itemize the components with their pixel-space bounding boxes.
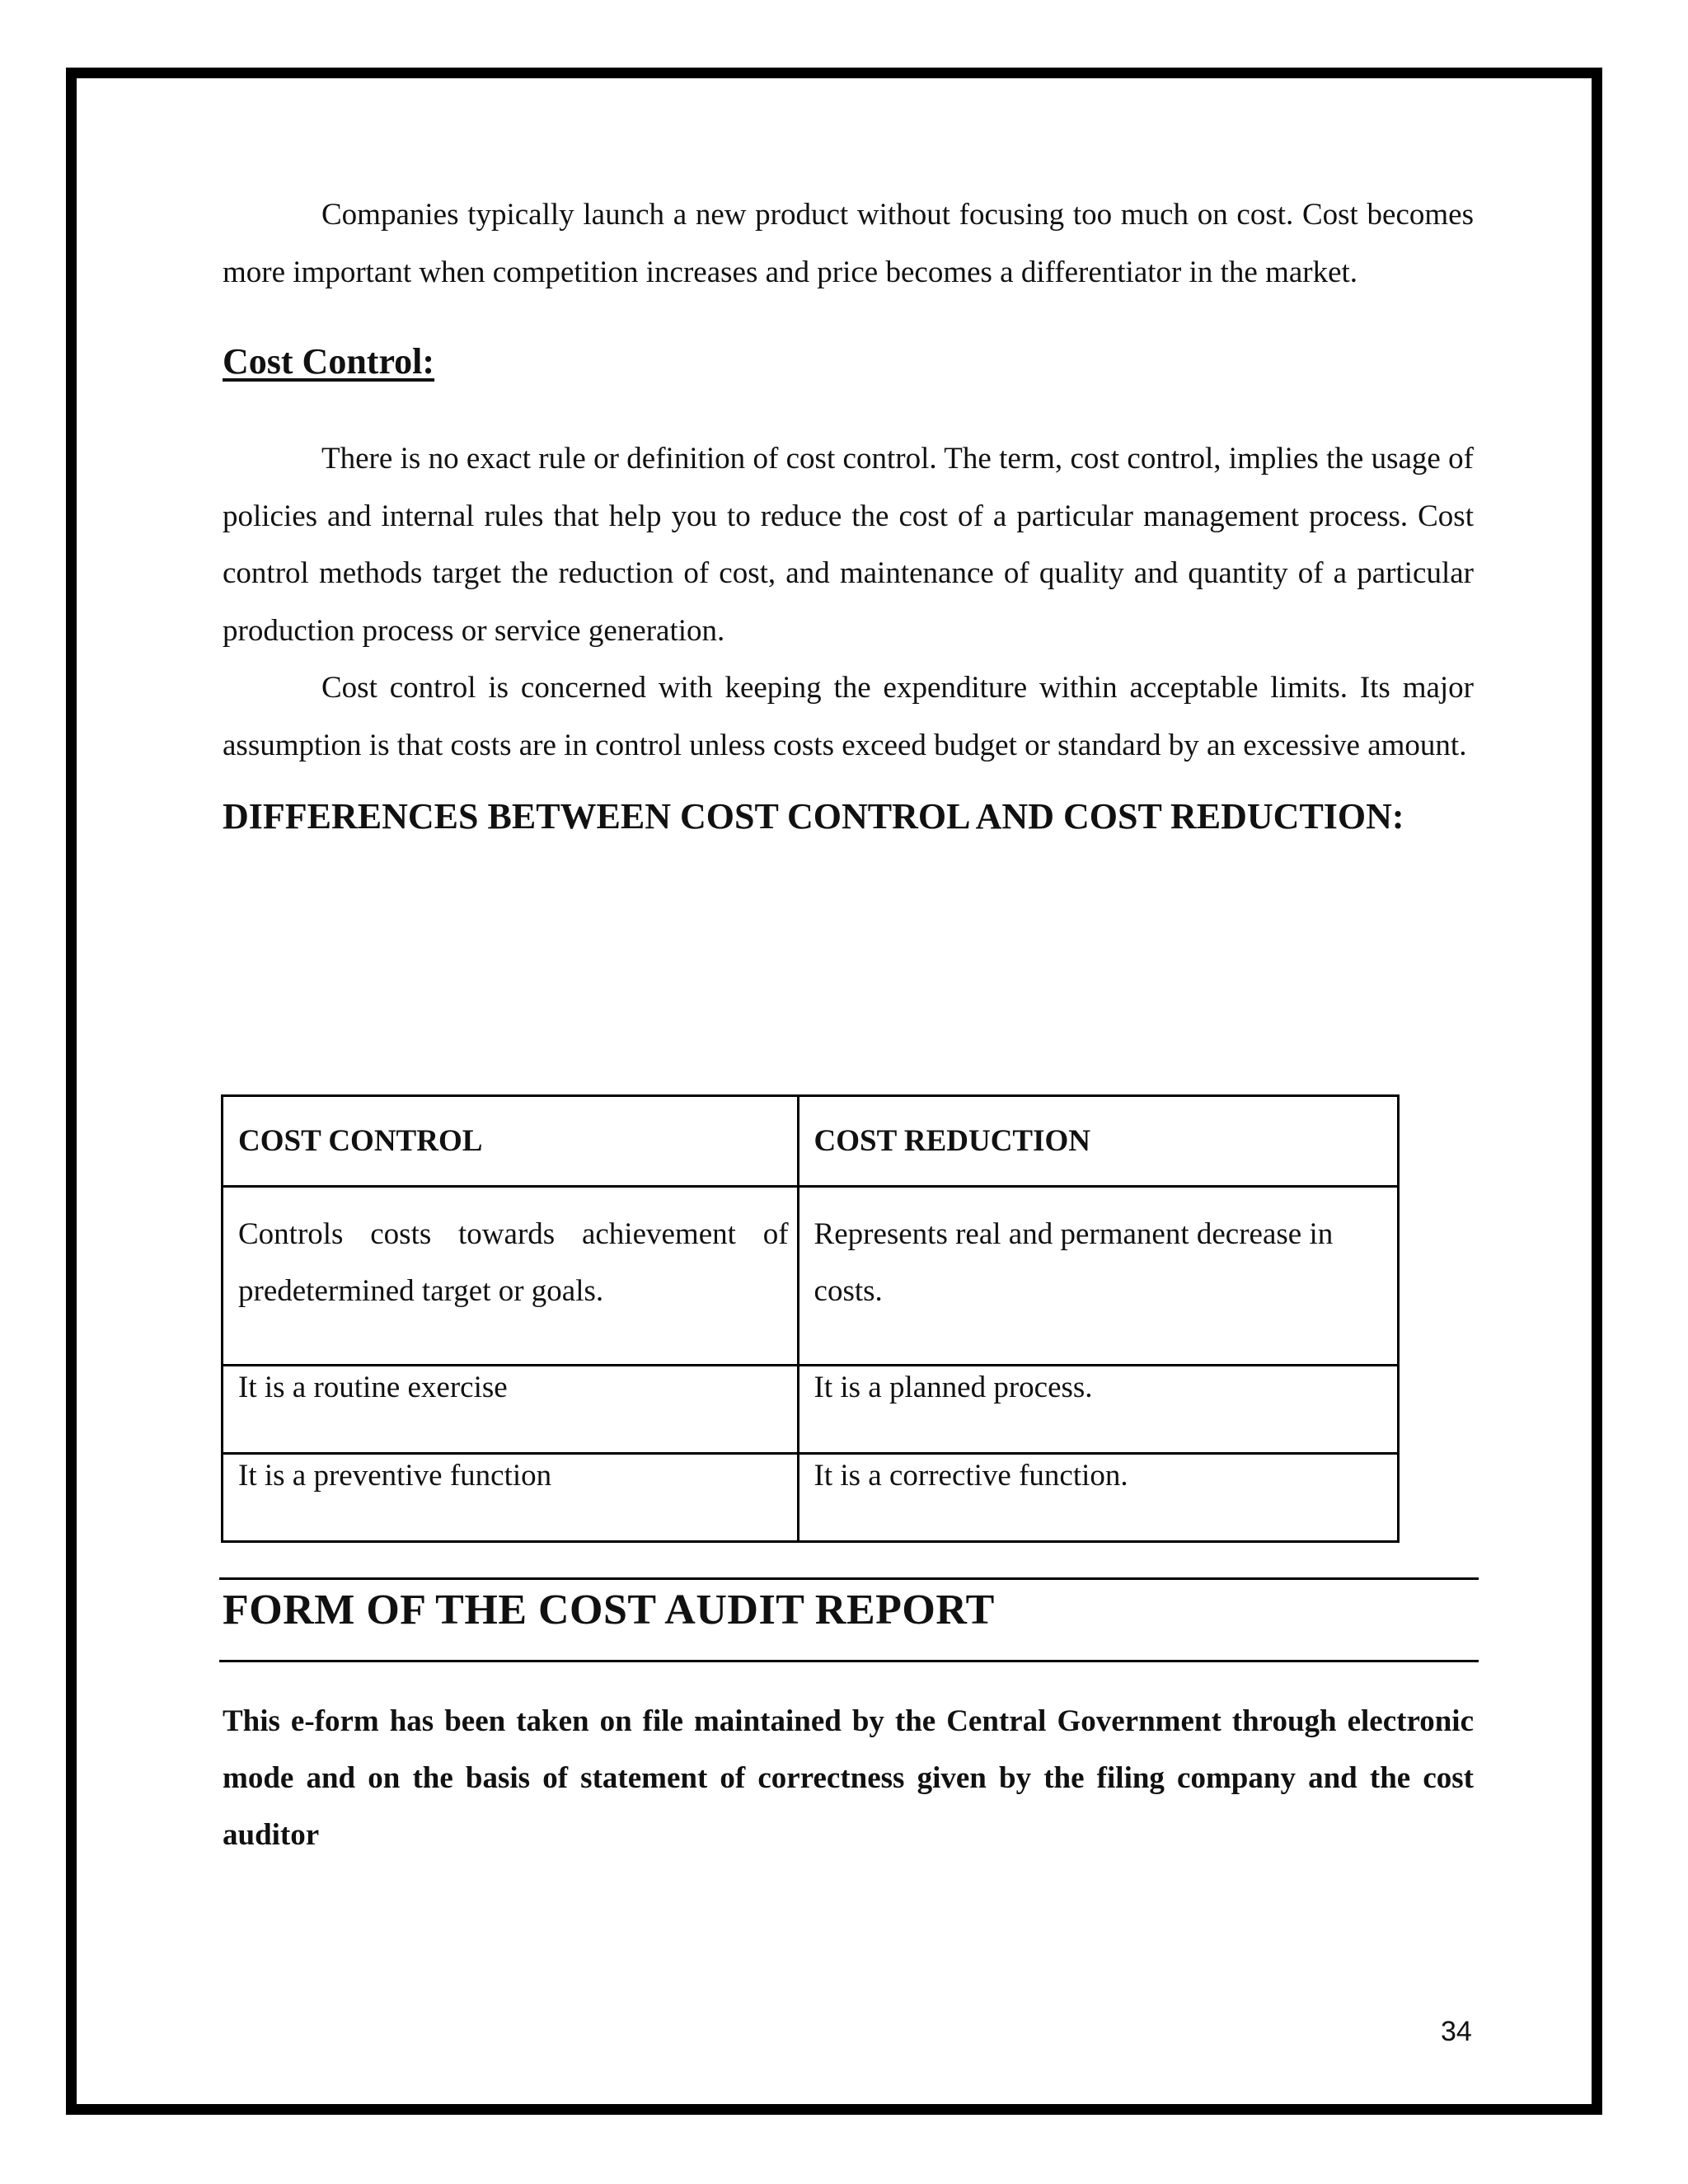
table-header-cost-control: COST CONTROL (223, 1096, 799, 1187)
table-row (223, 1366, 1399, 1454)
table-cell: Represents real and permanent decrease in costs. (798, 1187, 1398, 1366)
page-number: 34 (1441, 2016, 1472, 2047)
table-cell: It is a routine exercise (223, 1366, 799, 1454)
form-paragraph: This e-form has been taken on file maintained by the Central Government through electronic mode and on the basis of statement of correctness given by the filing company and the cost auditor (223, 1704, 1474, 1852)
table-header-cost-reduction: COST REDUCTION (798, 1096, 1398, 1187)
differences-heading: DIFFERENCES BETWEEN COST CONTROL AND COST REDUCTION: (223, 796, 1404, 837)
table-cell: It is a preventive function (223, 1454, 799, 1542)
comparison-table (221, 1094, 1400, 1543)
cost-control-heading: Cost Control: (223, 341, 435, 382)
body-text (223, 186, 1474, 850)
cost-control-paragraph-1: There is no exact rule or definition of cost control. The term, cost control, implies the usage of policies and internal rules that help you to reduce the cost of a particular management process. Cost control methods target the reduction of cost, and maintenance of quality and quantity of a particular production process or service generation. (223, 442, 1474, 648)
table-header-row (223, 1096, 1399, 1187)
form-title: FORM OF THE COST AUDIT REPORT (223, 1586, 995, 1633)
divider-bottom (219, 1660, 1479, 1662)
table-row (223, 1454, 1399, 1542)
intro-paragraph: Companies typically launch a new product without focusing too much on cost. Cost becomes more important when competition increases and price becomes a differentiator in the market. (223, 198, 1474, 289)
divider-top (219, 1577, 1479, 1580)
cost-control-paragraph-2: Cost control is concerned with keeping the expenditure within acceptable limits. Its major assumption is that costs are in control unless costs exceed budget or standard by an excessive amount. (223, 671, 1474, 762)
table-cell: It is a corrective function. (798, 1454, 1398, 1542)
table-cell: Controls costs towards achievement of predetermined target or goals. (223, 1187, 799, 1366)
table-cell: It is a planned process. (798, 1366, 1398, 1454)
table-row (223, 1187, 1399, 1366)
